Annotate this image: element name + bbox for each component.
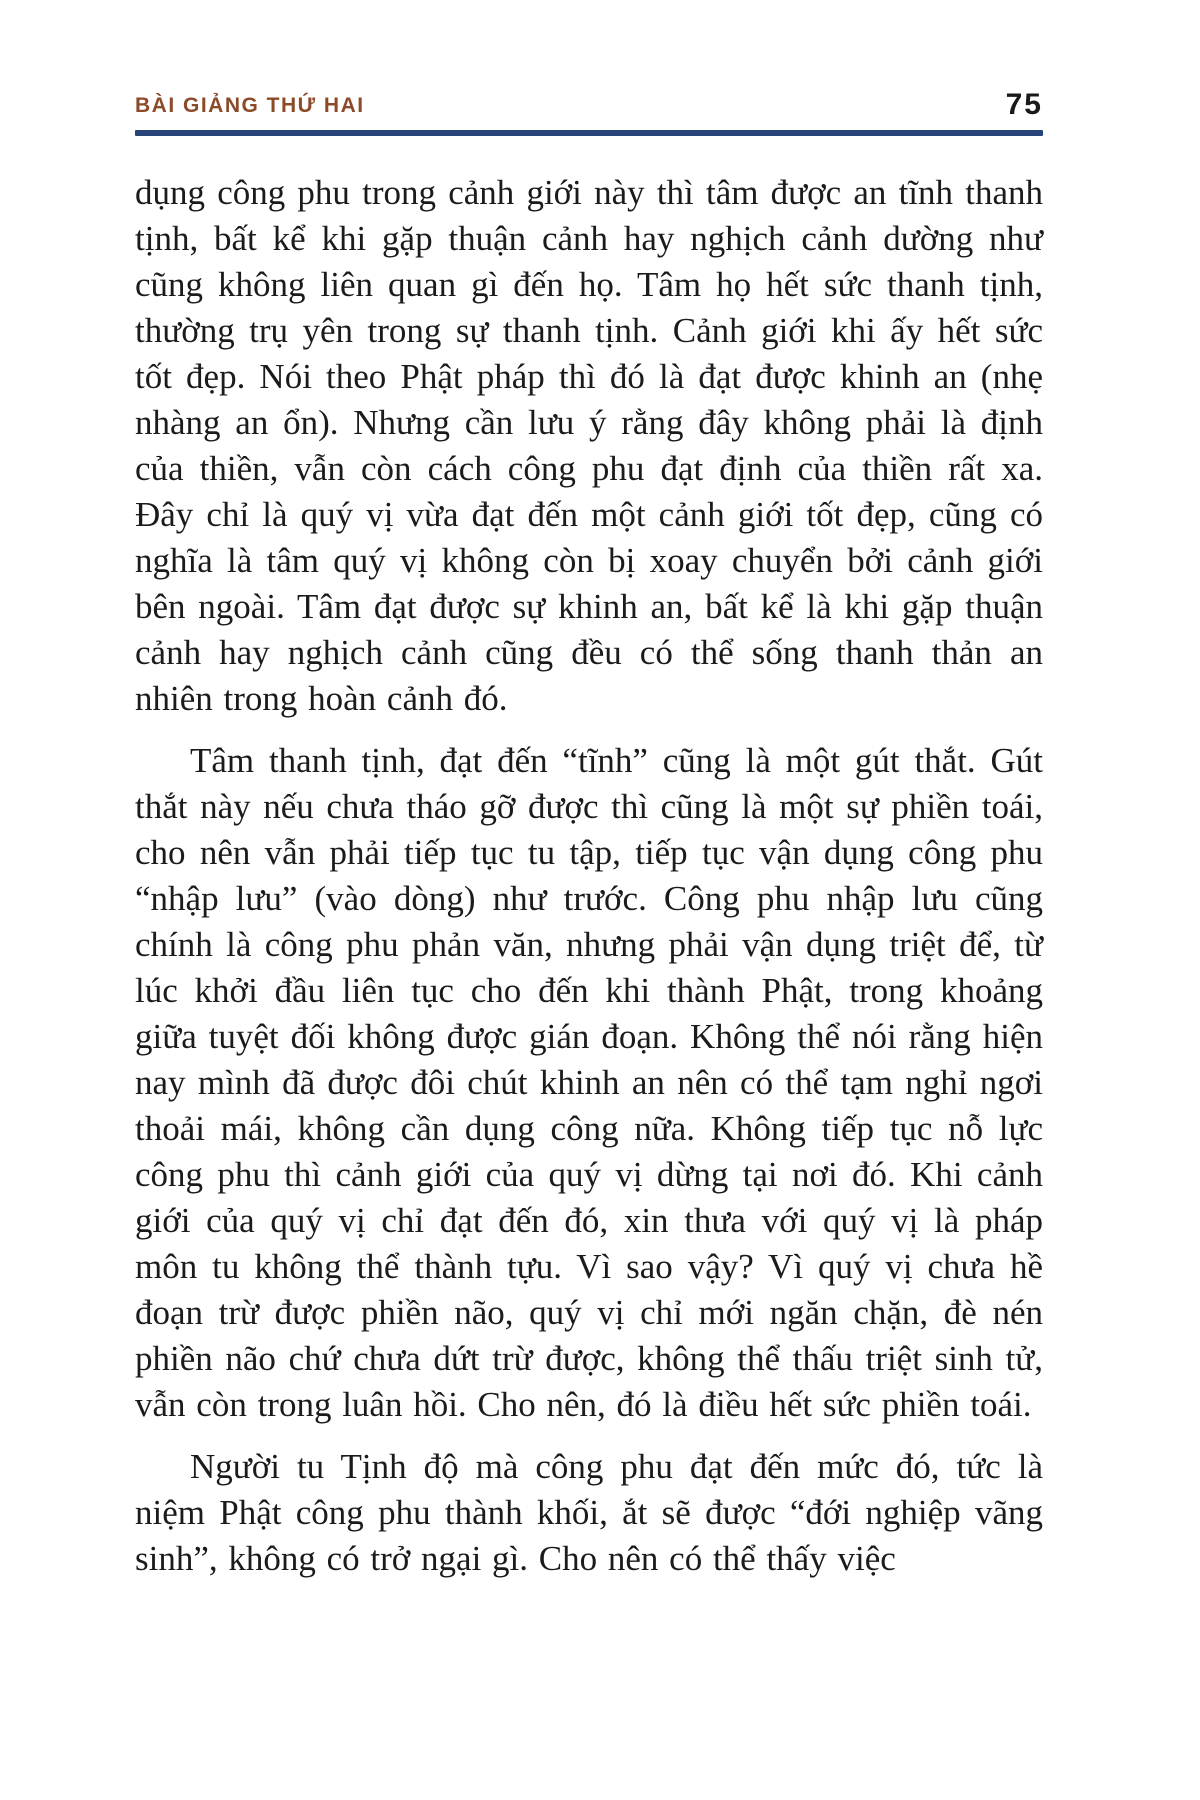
page-content-column [135,0,1043,1800]
chapter-title: BÀI GIẢNG THỨ HAI [135,94,365,117]
header-rule-divider [135,130,1043,136]
body-paragraph: Người tu Tịnh độ mà công phu đạt đến mức đó, tức là niệm Phật công phu thành khối, ắt sẽ được “đới nghiệp vãng sinh”, không có trở ngại gì. Cho nên có thể thấy việc [135,1447,1043,1578]
page-number: 75 [1005,88,1043,121]
body-paragraph: Tâm thanh tịnh, đạt đến “tĩnh” cũng là một gút thắt. Gút thắt này nếu chưa tháo gỡ được thì cũng là một sự phiền toái, cho nên vẫn phải tiếp tục tu tập, tiếp tục vận dụng công phu “nhập lưu” (vào dòng) như trước. Công phu nhập lưu cũng chính là công phu phản văn, nhưng phải vận dụng triệt để, từ lúc khởi đầu liên tục cho đến khi thành Phật, trong khoảng giữa tuyệt đối không được gián đoạn. Không thể nói rằng hiện nay mình đã được đôi chút khinh an nên có thể tạm nghỉ ngơi thoải mái, không cần dụng công nữa. Không tiếp tục nỗ lực công phu thì cảnh giới của quý vị dừng tại nơi đó. Khi cảnh giới của quý vị chỉ đạt đến đó, xin thưa với quý vị là pháp môn tu không thể thành tựu. Vì sao vậy? Vì quý vị chưa hề đoạn trừ được phiền não, quý vị chỉ mới ngăn chặn, đè nén phiền não chứ chưa dứt trừ được, không thể thấu triệt sinh tử, vẫn còn trong luân hồi. Cho nên, đó là điều hết sức phiền toái. [135,741,1043,1424]
page-body [135,170,1043,1582]
page-header [135,0,1043,121]
body-paragraph: dụng công phu trong cảnh giới này thì tâm được an tĩnh thanh tịnh, bất kể khi gặp thuận cảnh hay nghịch cảnh dường như cũng không liên quan gì đến họ. Tâm họ hết sức thanh tịnh, thường trụ yên trong sự thanh tịnh. Cảnh giới khi ấy hết sức tốt đẹp. Nói theo Phật pháp thì đó là đạt được khinh an (nhẹ nhàng an ổn). Nhưng cần lưu ý rằng đây không phải là định của thiền, vẫn còn cách công phu đạt định của thiền rất xa. Đây chỉ là quý vị vừa đạt đến một cảnh giới tốt đẹp, cũng có nghĩa là tâm quý vị không còn bị xoay chuyển bởi cảnh giới bên ngoài. Tâm đạt được sự khinh an, bất kể là khi gặp thuận cảnh hay nghịch cảnh cũng đều có thể sống thanh thản an nhiên trong hoàn cảnh đó. [135,173,1043,718]
